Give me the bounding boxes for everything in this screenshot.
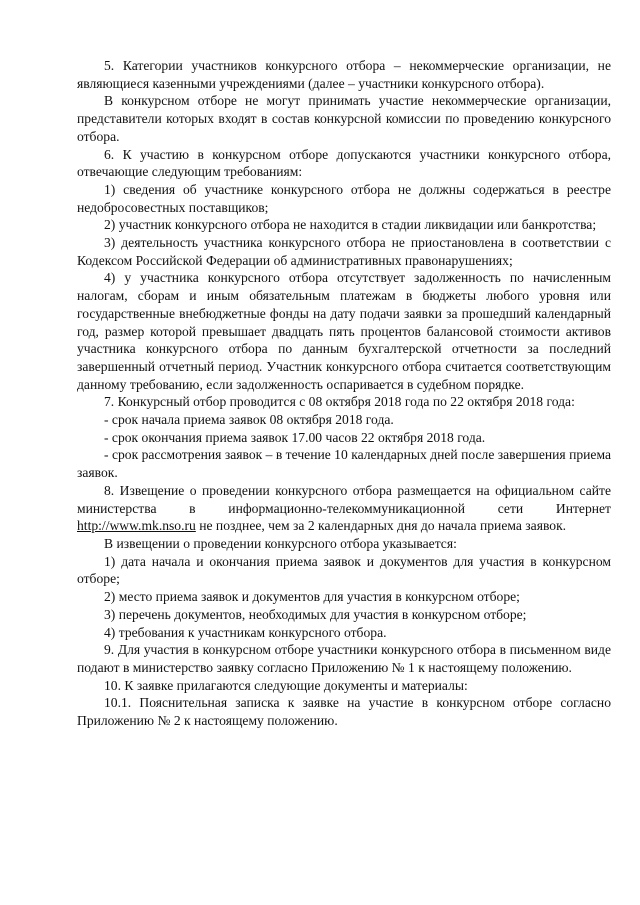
paragraph-10: 10. К заявке прилагаются следующие документы и материалы: [104, 677, 468, 693]
ministry-website-link[interactable]: http://www.mk.nso.ru [77, 518, 196, 534]
paragraph-6: 6. К участию в конкурсном отборе допускаются участники конкурсного отбора, отвечающие следующим требованиям: [77, 146, 611, 180]
notice-item-1: 1) дата начала и окончания приема заявок и документов для участия в конкурсном отборе; [77, 553, 611, 587]
paragraph-9: 9. Для участия в конкурсном отборе участники конкурсного отбора в письменном виде подают в министерство заявку согласно Приложению № 1 к настоящему положению. [77, 642, 611, 675]
requirement-3: 3) деятельность участника конкурсного отбора не приостановлена в соответствии с Кодексом Российской Федерации об административных правонарушениях; [77, 235, 611, 268]
paragraph-7: 7. Конкурсный отбор проводится с 08 октября 2018 года по 22 октября 2018 года: [104, 394, 575, 410]
paragraph-5-exclusion: В конкурсном отборе не могут принимать участие некоммерческие организации, представители которых входят в состав конкурсной комиссии по проведению конкурсного отбора. [77, 93, 611, 144]
paragraph-10-1: 10.1. Пояснительная записка к заявке на участие в конкурсном отборе согласно Приложению № 2 к настоящему положению. [77, 695, 611, 729]
deadline-end: - срок окончания приема заявок 17.00 часов 22 октября 2018 года. [104, 429, 486, 445]
deadline-review: - срок рассмотрения заявок – в течение 10 календарных дней после завершения приема заявок. [77, 447, 611, 481]
notice-item-4: 4) требования к участникам конкурсного отбора. [104, 624, 387, 640]
deadline-start: - срок начала приема заявок 08 октября 2018 года. [104, 412, 394, 428]
notice-item-3: 3) перечень документов, необходимых для участия в конкурсном отборе; [104, 606, 527, 622]
paragraph-5: 5. Категории участников конкурсного отбора – некоммерческие организации, не являющиеся казенными учреждениями (далее – участники конкурсного отбора). [77, 58, 611, 91]
requirement-4: 4) у участника конкурсного отбора отсутствует задолженность по начисленным налогам, сборам и иным обязательным платежам в бюджеты любого уровня или государственные внебюджетные фонды на дату подачи заявки за прошедший календарный год, размер которой превышает двадцать пять процентов балансовой стоимости активов участника конкурсного отбора по данным бухгалтерской отчетности за последний завершенный отчетный период. Участник конкурсного отбора считается соответствующим данному требованию, если задолженность оспаривается в судебном порядке. [77, 270, 611, 392]
requirement-1: 1) сведения об участнике конкурсного отбора не должны содержаться в реестре недобросовестных поставщиков; [77, 181, 611, 215]
paragraph-8-text-before: 8. Извещение о проведении конкурсного отбора размещается на официальном сайте министерства в информационно-телекоммуникационной сети Интернет [77, 482, 611, 516]
requirement-2: 2) участник конкурсного отбора не находится в стадии ликвидации или банкротства; [104, 217, 597, 233]
notice-contents-intro: В извещении о проведении конкурсного отбора указывается: [104, 535, 457, 551]
paragraph-8-text-after: не позднее, чем за 2 календарных дня до начала приема заявок. [195, 518, 567, 534]
document-page [77, 57, 611, 730]
notice-item-2: 2) место приема заявок и документов для участия в конкурсном отборе; [104, 589, 520, 605]
paragraph-8 [77, 482, 611, 535]
